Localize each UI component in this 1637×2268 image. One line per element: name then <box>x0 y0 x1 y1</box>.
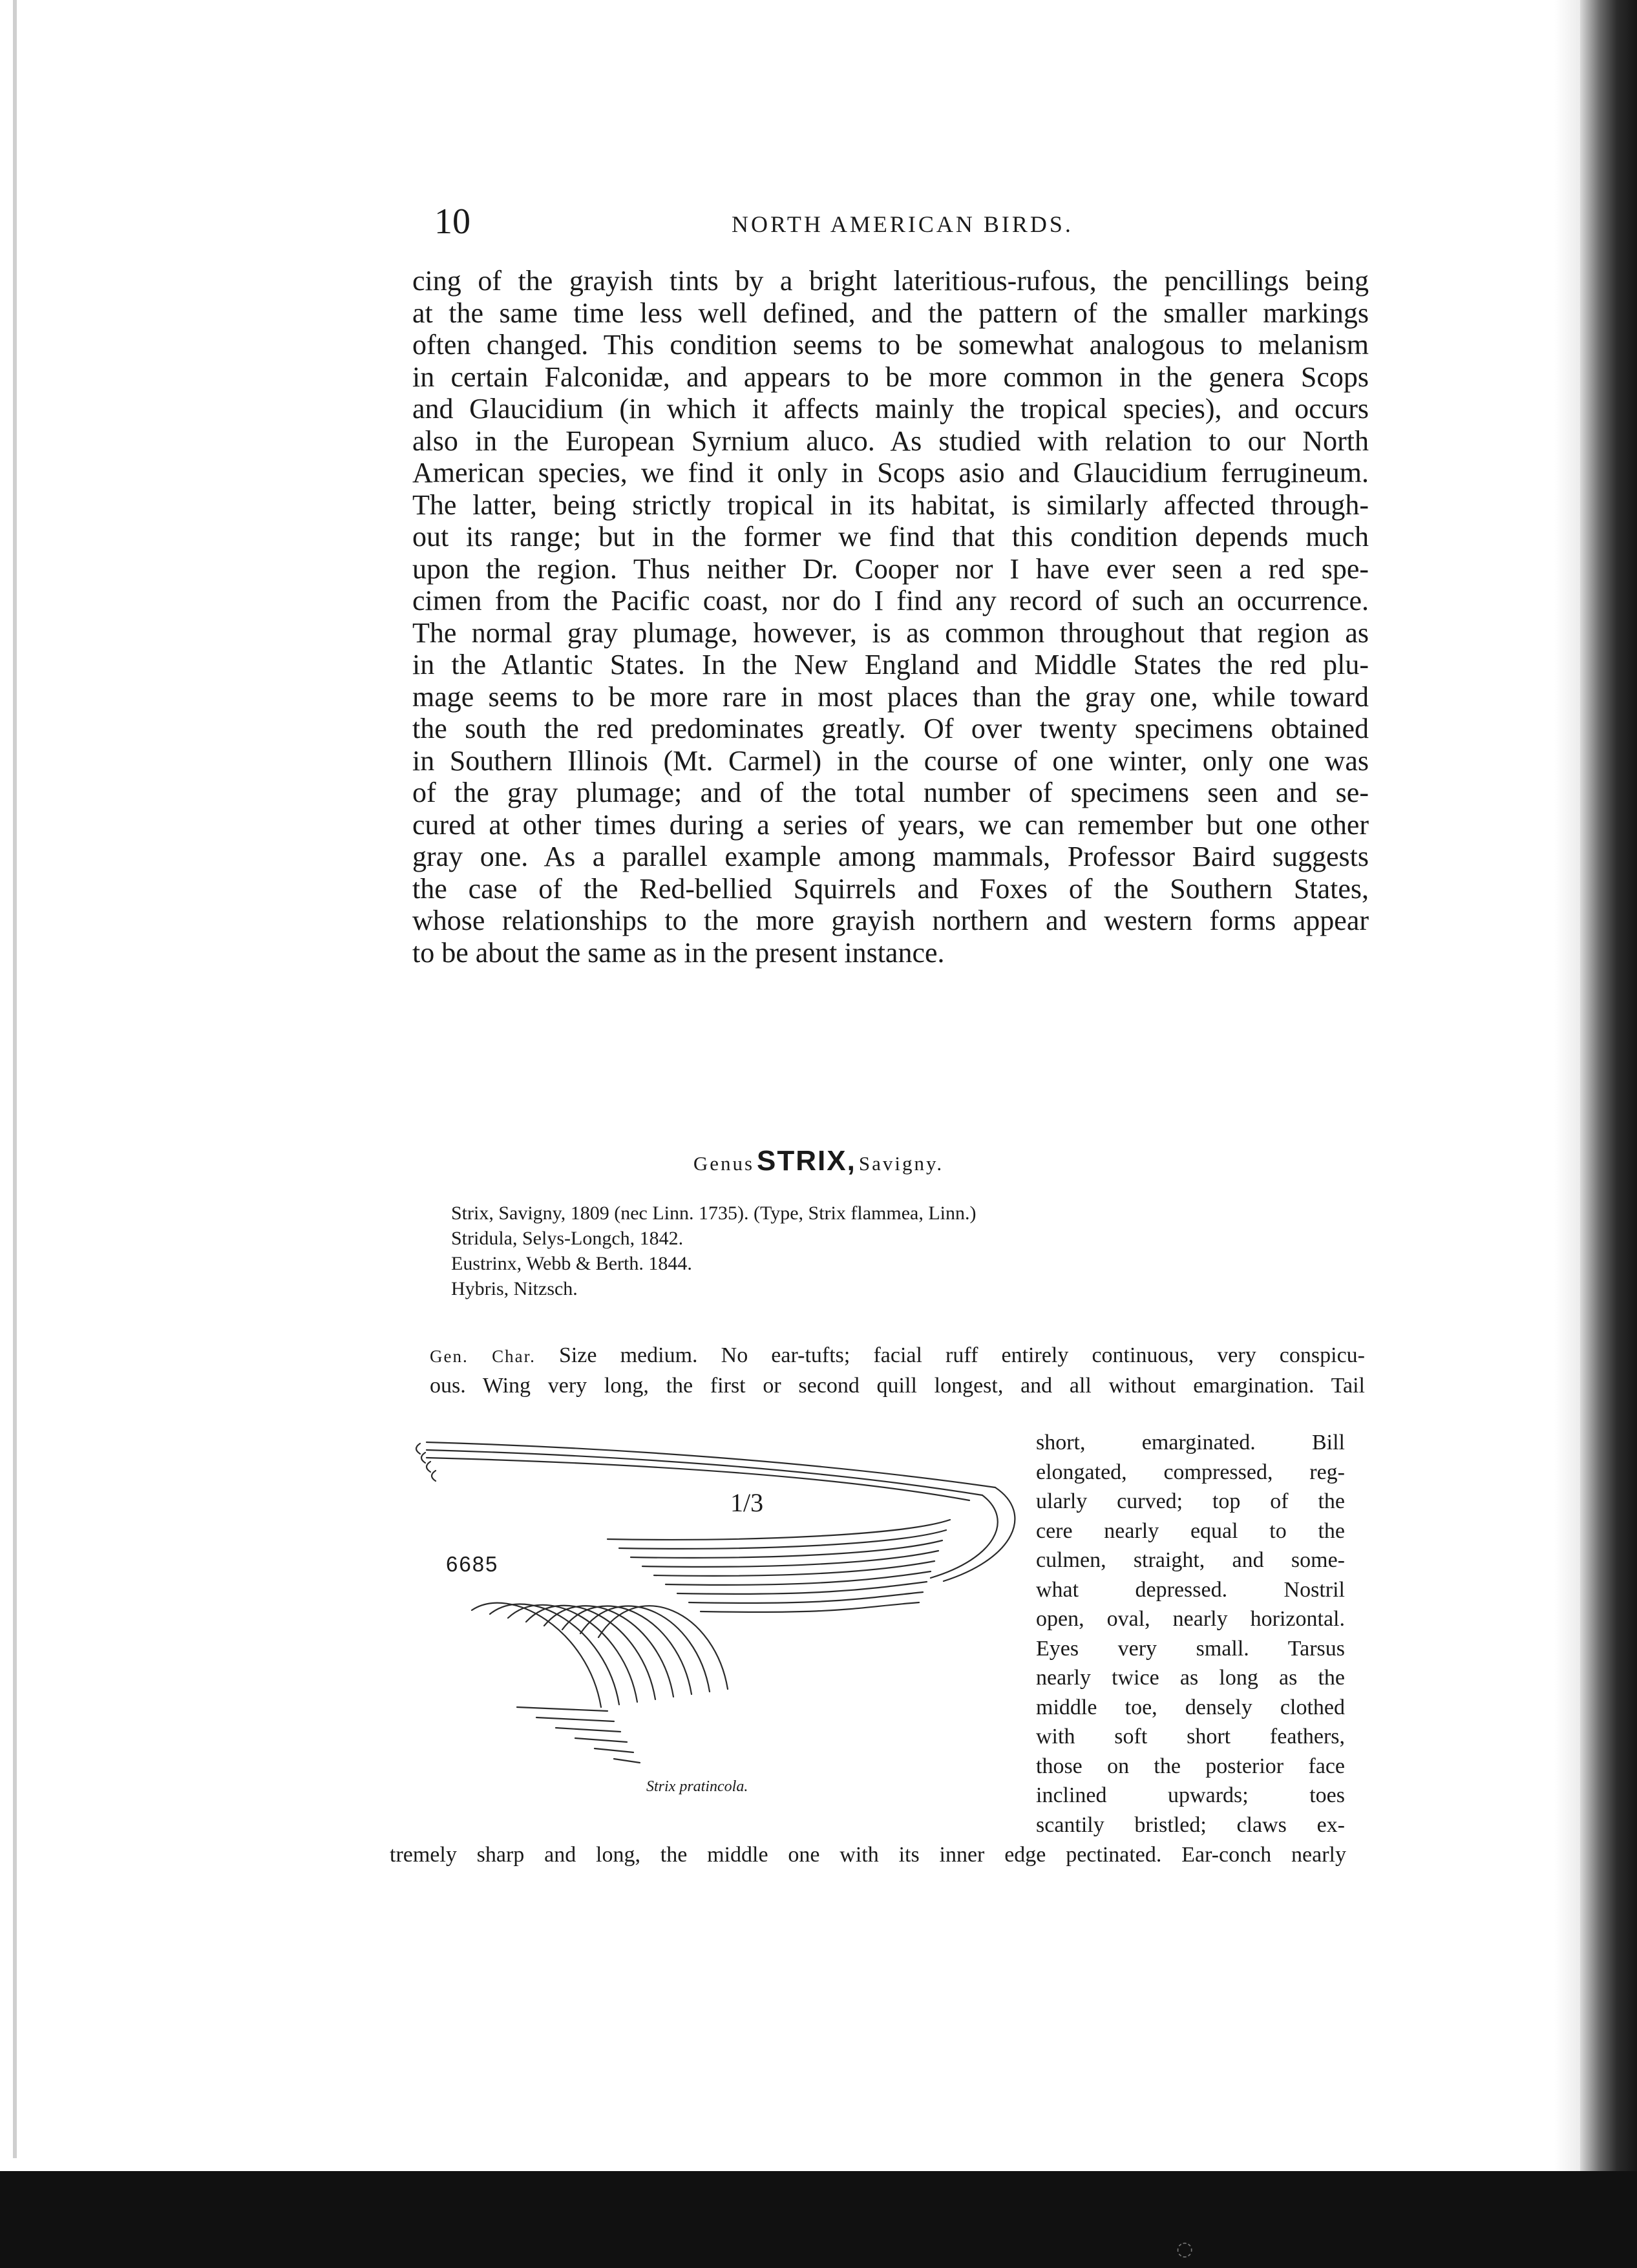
synonymy-list <box>451 1201 1356 1301</box>
synonymy-entry: Strix, Savigny, 1809 (nec Linn. 1735). (Type, Strix flammea, Linn.) <box>451 1202 977 1224</box>
generic-characters-line: ularly curved; top of the <box>1036 1489 1345 1513</box>
scan-bottom-border <box>0 2171 1637 2268</box>
synonymy-entry: Stridula, Selys-Longch, 1842. <box>451 1228 684 1249</box>
generic-characters-line: middle toe, densely clothed <box>1036 1695 1345 1719</box>
primary-feather <box>666 1571 931 1585</box>
body-text-line: mage seems to be more rare in most places than the gray one, while toward <box>412 680 1369 713</box>
primary-feather <box>701 1602 919 1612</box>
body-text-line: also in the European Syrnium aluco. As studied with relation to our North <box>412 425 1369 457</box>
generic-characters-line: open, oval, nearly horizontal. <box>1036 1607 1345 1631</box>
covert-line <box>536 1717 614 1721</box>
running-head <box>434 199 1378 244</box>
figure-scale: 1/3 <box>730 1488 764 1517</box>
secondary-feather <box>544 1606 673 1697</box>
body-text-line: gray one. As a parallel example among mammals, Professor Baird suggests <box>412 841 1369 872</box>
covert-line <box>595 1748 633 1752</box>
generic-characters-line: with soft short feathers, <box>1036 1725 1345 1748</box>
covert-line <box>556 1728 620 1732</box>
scan-mark: ◌ <box>1176 2238 1194 2260</box>
generic-characters-line: nearly twice as long as the <box>1036 1666 1345 1690</box>
wing-base-mark <box>427 1462 430 1472</box>
generic-characters-label: Gen. Char. <box>430 1347 536 1366</box>
generic-characters-line: scantily bristled; claws ex- <box>1036 1812 1345 1837</box>
generic-characters-line: cere nearly equal to the <box>1036 1518 1345 1543</box>
body-text-line: at the same time less well defined, and the pattern of the smaller markings <box>412 297 1369 329</box>
body-text-line: out its range; but in the former we find that this condition depends much <box>412 521 1369 552</box>
body-text-line: of the gray plumage; and of the total number of specimens seen and se- <box>412 777 1369 808</box>
body-text-line: in Southern Illinois (Mt. Carmel) in the course of one winter, only one was <box>412 744 1369 777</box>
body-text-line: the south the red predominates greatly. Of over twenty specimens obtained <box>412 713 1369 744</box>
body-text-line: The latter, being strictly tropical in its habitat, is similarly affected through- <box>412 488 1369 521</box>
synonymy-entry: Hybris, Nitzsch. <box>451 1278 578 1299</box>
generic-characters-line: Eyes very small. Tarsus <box>1036 1636 1345 1661</box>
generic-characters-line: short, emarginated. Bill <box>1036 1431 1345 1454</box>
generic-characters-line: what depressed. Nostril <box>1036 1577 1345 1602</box>
body-text-line: whose relationships to the more grayish northern and western forms appear <box>412 905 1369 936</box>
wing-tip <box>944 1487 1015 1581</box>
wing-illustration <box>414 1436 1034 1778</box>
body-text-line: often changed. This condition seems to be somewhat analogous to melanism <box>412 329 1369 361</box>
running-title: NORTH AMERICAN BIRDS. <box>732 211 1073 237</box>
body-paragraph <box>412 265 1369 969</box>
wing-base-mark <box>421 1453 425 1463</box>
page-number: 10 <box>434 202 470 242</box>
generic-characters-line: those on the posterior face <box>1036 1754 1345 1778</box>
primary-feather <box>654 1561 935 1576</box>
genus-author: Savigny. <box>858 1152 944 1175</box>
body-text-line: cured at other times during a series of years, we can remember but one other <box>412 808 1369 841</box>
wing-base-mark <box>432 1471 436 1481</box>
figure-caption: Strix pratincola. <box>646 1778 748 1795</box>
genus-prefix: Genus <box>693 1152 755 1175</box>
covert-line <box>575 1738 627 1742</box>
scan-right-edge <box>1580 0 1637 2268</box>
body-text-line: cimen from the Pacific coast, nor do I find any record of such an occurrence. <box>412 585 1369 616</box>
generic-characters-line: culmen, straight, and some- <box>1036 1548 1345 1572</box>
covert-line <box>517 1707 607 1711</box>
secondary-feather <box>598 1606 728 1689</box>
primary-feather <box>642 1551 938 1567</box>
body-text-line: in the Atlantic States. In the New England and Middle States the red plu- <box>412 649 1369 680</box>
generic-characters-intro <box>430 1341 1365 1400</box>
body-text-line: to be about the same as in the present instance. <box>412 936 945 969</box>
covert-line <box>614 1759 640 1763</box>
genus-name: STRIX, <box>757 1145 856 1177</box>
body-text-line: American species, we find it only in Scops asio and Glaucidium ferrugineum. <box>412 457 1369 488</box>
body-text-line: upon the region. Thus neither Dr. Cooper nor I have ever seen a red spe- <box>412 552 1369 585</box>
synonymy-entry: Eustrinx, Webb & Berth. 1844. <box>451 1253 692 1274</box>
body-text-line: and Glaucidium (in which it affects mainly the tropical species), and occurs <box>412 393 1369 425</box>
secondary-feather <box>472 1603 601 1707</box>
wing-tip <box>931 1495 998 1578</box>
body-text-line: cing of the grayish tints by a bright lateritious-rufous, the pencillings being <box>412 265 1369 297</box>
secondary-feather <box>490 1604 619 1705</box>
generic-characters-line: elongated, compressed, reg- <box>1036 1460 1345 1484</box>
generic-characters-line: Size medium. No ear-tufts; facial ruff entirely continuous, very conspicu- <box>558 1343 1365 1367</box>
wing-base-mark <box>416 1444 420 1454</box>
scan-left-edge <box>13 0 17 2158</box>
wing-figure <box>414 1436 1034 1811</box>
generic-characters-line: ous. Wing very long, the first or second quill longest, and all without emargination. Tail <box>430 1374 1365 1398</box>
body-text-line: in certain Falconidæ, and appears to be more common in the genera Scops <box>412 361 1369 393</box>
page-gutter-shadow <box>1554 0 1580 2197</box>
primary-feather <box>607 1520 950 1540</box>
body-text-line: the case of the Red-bellied Squirrels and Foxes of the Southern States, <box>412 872 1369 905</box>
body-text-line: The normal gray plumage, however, is as common throughout that region as <box>412 616 1369 649</box>
generic-characters-side-column <box>1036 1428 1345 1840</box>
generic-characters-line: inclined upwards; toes <box>1036 1783 1345 1807</box>
generic-characters-continuation <box>390 1840 1346 1869</box>
genus-heading <box>0 1145 1637 1177</box>
generic-characters-line: tremely sharp and long, the middle one with its inner edge pectinated. Ear-conch nearly <box>390 1843 1346 1867</box>
figure-number: 6685 <box>446 1552 499 1576</box>
